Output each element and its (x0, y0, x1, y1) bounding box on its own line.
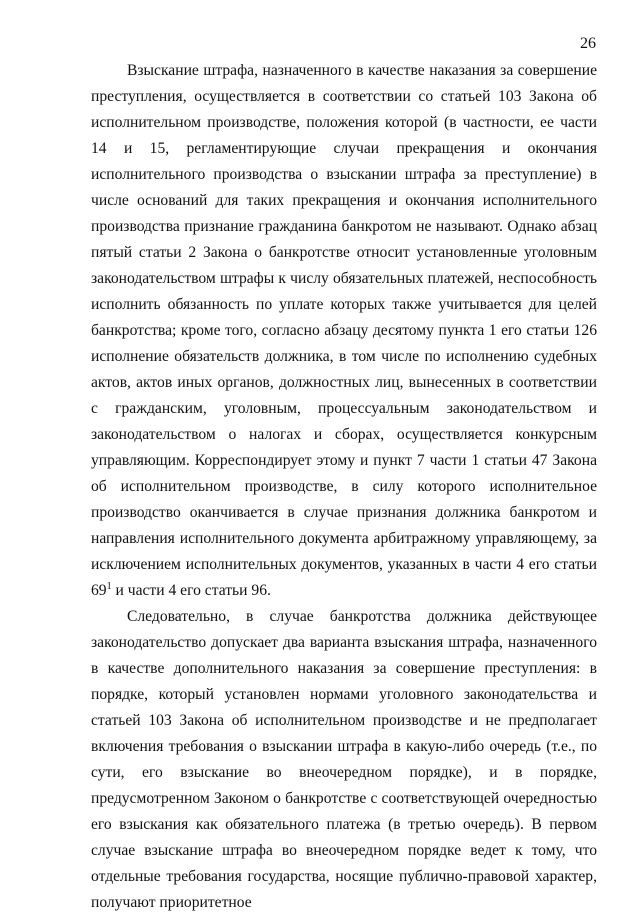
paragraph-1 (91, 58, 597, 604)
paragraph-2-text: Следовательно, в случае банкротства должника действующее законодательство допускает два варианта взыскания штрафа, назначенного в качестве дополнительного наказания за совершение преступления: в порядке, который установлен нормами уголовного законодательства и статьей 103 Закона об исполнительном производстве и не предполагает включения требования о взыскании штрафа в какую-либо очередь (т.е., по сути, его взыскание во внеочередном порядке), и в порядке, предусмотренном Законом о банкротстве с соответствующей очередностью его взыскания как обязательного платежа (в третью очередь). В первом случае взыскание штрафа во внеочередном порядке ведет к тому, что отдельные требования государства, носящие публично-правовой характер, получают приоритетное (91, 608, 597, 911)
footnote-superscript: 1 (106, 581, 112, 592)
body-text (91, 58, 597, 916)
paragraph-2 (91, 604, 597, 916)
page-number: 26 (580, 35, 596, 52)
paragraph-1-text: Взыскание штрафа, назначенного в качестве наказания за совершение преступления, осуществляется в соответствии со статьей 103 Закона об исполнительном производстве, положения которой (в частности, ее части 14 и 15, регламентирующие случаи прекращения и окончания исполнительного производства о взыскании штрафа за преступление) в числе оснований для таких прекращения и окончания исполнительного производства признание гражданина банкротом не называют. Однако абзац пятый статьи 2 Закона о банкротстве относит установленные уголовным законодательством штрафы к числу обязательных платежей, неспособность исполнить обязанность по уплате которых также учитывается для целей банкротства; кроме того, согласно абзацу десятому пункта 1 его статьи 126 исполнение обязательств должника, в том числе по исполнению судебных актов, актов иных органов, должностных лиц, вынесенных в соответствии с гражданским, уголовным, процессуальным законодательством и законодательством о налогах и сборах, осуществляется конкурсным управляющим. Корреспондирует этому и пункт 7 части 1 статьи 47 Закона об исполнительном производстве, в силу которого исполнительное производство оканчивается в случае признания должника банкротом и направления исполнительного документа арбитражному управляющему, за исключением исполнительных документов, указанных в части 4 его статьи 69 (91, 62, 597, 599)
paragraph-1-tail: и части 4 его статьи 96. (111, 582, 271, 599)
